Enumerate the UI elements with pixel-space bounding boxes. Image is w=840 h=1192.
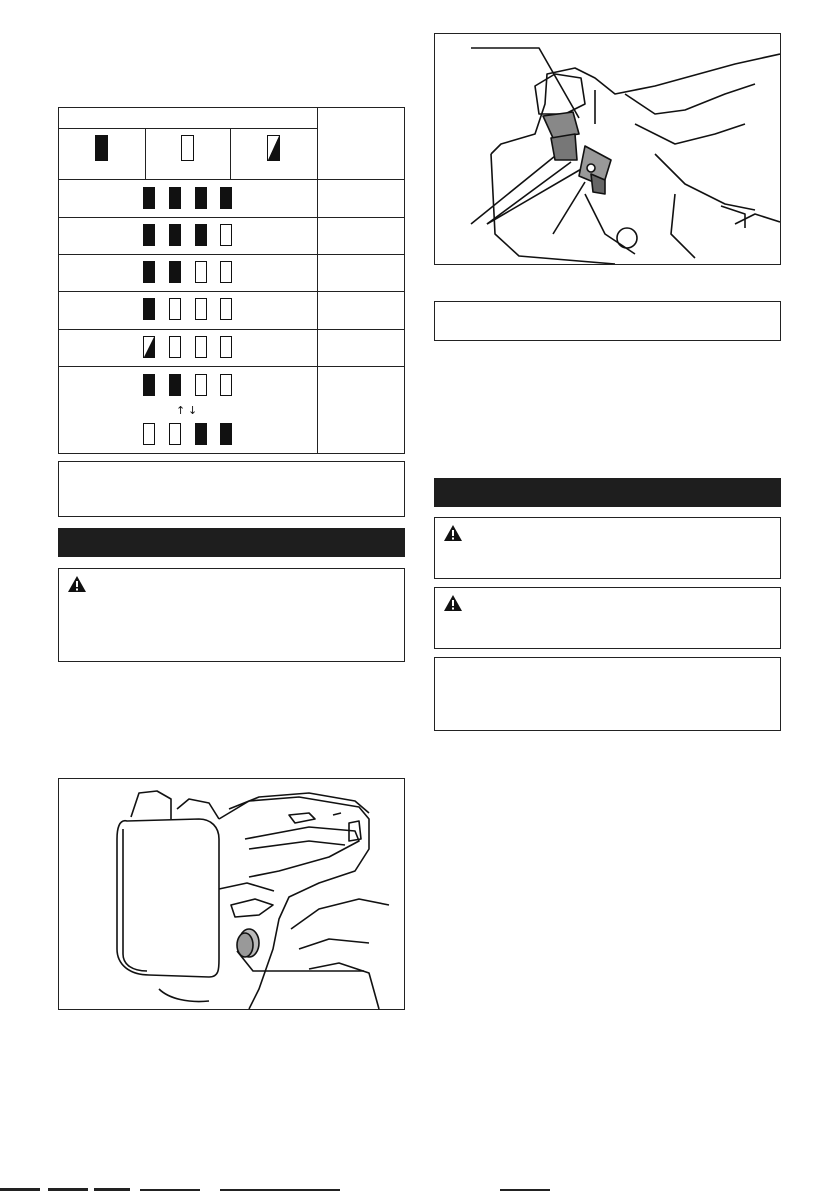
section-heading-bar bbox=[434, 478, 781, 507]
legend-lamp-on bbox=[95, 135, 108, 161]
note-box bbox=[434, 657, 781, 731]
table-divider bbox=[59, 366, 404, 367]
arrow-down-icon: ↓ bbox=[188, 404, 198, 417]
indicator-lamp bbox=[195, 374, 207, 396]
figure-battery-latch bbox=[434, 33, 781, 265]
indicator-lamp bbox=[169, 224, 181, 246]
note-box bbox=[58, 461, 405, 517]
table-divider-header-1 bbox=[145, 128, 146, 179]
indicator-lamp bbox=[220, 187, 232, 209]
section-heading-bar bbox=[58, 528, 405, 557]
table-divider-header-top bbox=[59, 128, 317, 129]
battery-indicator-table bbox=[58, 107, 405, 454]
warning-box bbox=[434, 587, 781, 649]
figure-tool-side-view bbox=[58, 778, 405, 1010]
latch-drawing bbox=[435, 34, 780, 264]
indicator-lamp bbox=[220, 374, 232, 396]
indicator-lamp bbox=[220, 224, 232, 246]
indicator-lamp bbox=[195, 298, 207, 320]
legend-lamp-off bbox=[181, 135, 194, 161]
table-divider bbox=[59, 329, 404, 330]
indicator-lamp bbox=[143, 298, 155, 320]
indicator-lamp bbox=[143, 423, 155, 445]
indicator-lamp bbox=[169, 298, 181, 320]
table-divider bbox=[59, 291, 404, 292]
indicator-lamp bbox=[195, 261, 207, 283]
indicator-lamp bbox=[169, 187, 181, 209]
indicator-lamp bbox=[143, 224, 155, 246]
indicator-lamp bbox=[195, 336, 207, 358]
indicator-lamp bbox=[195, 187, 207, 209]
indicator-lamp bbox=[169, 374, 181, 396]
indicator-lamp bbox=[195, 224, 207, 246]
indicator-lamp bbox=[143, 187, 155, 209]
table-divider bbox=[59, 217, 404, 218]
indicator-lamp bbox=[220, 261, 232, 283]
warning-box bbox=[434, 517, 781, 579]
tool-drawing bbox=[59, 779, 404, 1009]
indicator-lamp bbox=[143, 336, 155, 358]
indicator-lamp bbox=[143, 261, 155, 283]
table-divider-right-col bbox=[317, 108, 318, 453]
indicator-lamp bbox=[143, 374, 155, 396]
caution-box bbox=[58, 568, 405, 662]
indicator-lamp bbox=[169, 261, 181, 283]
footer-print-marks bbox=[0, 1186, 840, 1192]
note-box bbox=[434, 301, 781, 341]
legend-lamp-blinking bbox=[267, 135, 280, 161]
table-divider bbox=[59, 254, 404, 255]
arrow-up-icon: ↑ bbox=[176, 404, 186, 417]
table-divider bbox=[59, 179, 404, 180]
table-divider-header-2 bbox=[230, 128, 231, 179]
indicator-lamp bbox=[220, 336, 232, 358]
indicator-lamp bbox=[220, 423, 232, 445]
indicator-lamp bbox=[220, 298, 232, 320]
indicator-lamp bbox=[195, 423, 207, 445]
indicator-lamp bbox=[169, 423, 181, 445]
indicator-lamp bbox=[169, 336, 181, 358]
